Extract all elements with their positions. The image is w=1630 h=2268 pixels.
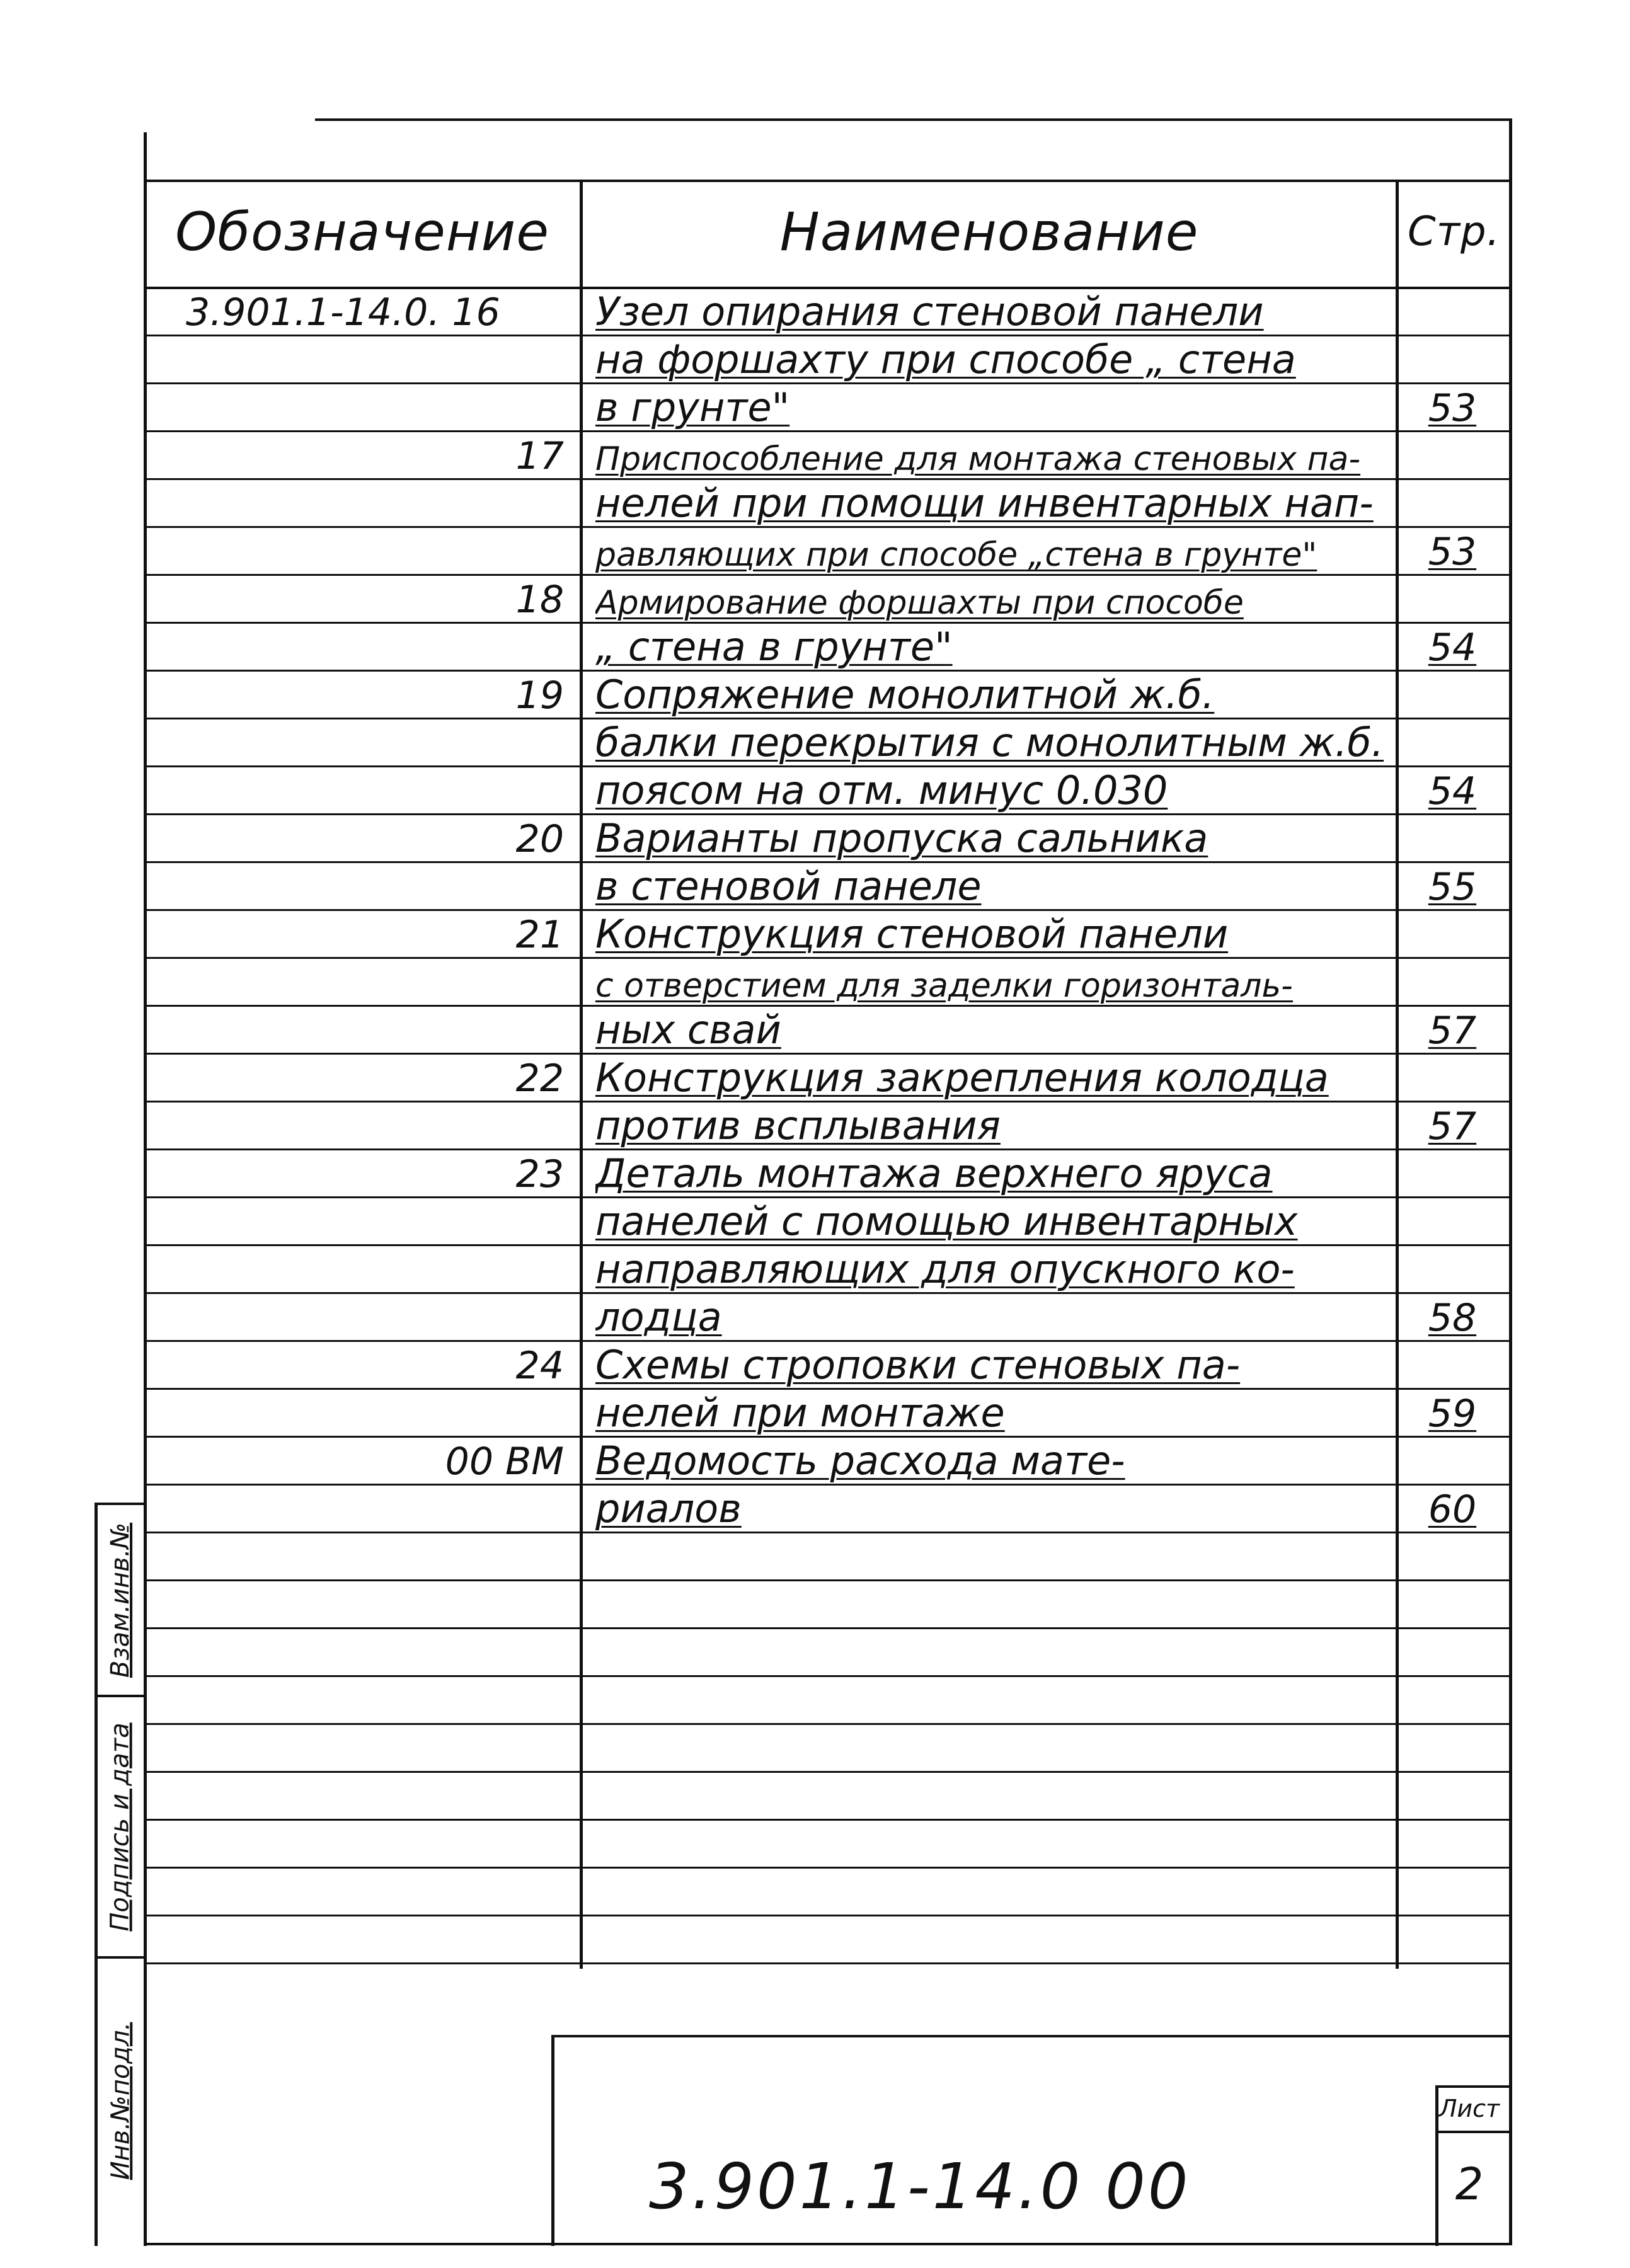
side-label-sign-date bbox=[98, 1698, 143, 1956]
side-label-inv-podl bbox=[98, 1959, 143, 2243]
table-row-line bbox=[144, 1723, 1512, 1725]
row-name: Сопряжение монолитной ж.б. bbox=[595, 672, 1215, 718]
row-page bbox=[1408, 287, 1496, 335]
row-name: Схемы строповки стеновых па- bbox=[595, 1342, 1241, 1388]
row-code: 21 bbox=[515, 913, 564, 957]
table-row-line bbox=[144, 1771, 1512, 1773]
side-label-inv-vzam bbox=[98, 1506, 143, 1695]
row-name: ных свай bbox=[595, 1007, 781, 1053]
table-row-line bbox=[144, 1627, 1512, 1629]
row-code: 20 bbox=[515, 817, 564, 861]
row-page: 59 bbox=[1428, 1392, 1477, 1436]
row-name: Деталь монтажа верхнего яруса bbox=[595, 1150, 1273, 1196]
row-page: 55 bbox=[1428, 865, 1477, 909]
table-row-line bbox=[144, 1675, 1512, 1677]
row-page: 53 bbox=[1428, 386, 1477, 430]
row-code: 18 bbox=[515, 578, 564, 622]
row-name: лодца bbox=[595, 1294, 722, 1340]
row-name: Армирование форшахты при способе bbox=[595, 584, 1244, 622]
row-name: панелей с помощью инвентарных bbox=[595, 1198, 1298, 1244]
row-name: риалов bbox=[595, 1486, 742, 1532]
table-row-line bbox=[144, 1962, 1512, 1964]
row-name: в грунте" bbox=[595, 384, 790, 430]
document-code: 3.901.1-14.0 00 bbox=[649, 2149, 1191, 2223]
row-name: равляющих при способе „стена в грунте" bbox=[595, 536, 1317, 574]
row-page: 60 bbox=[1428, 1487, 1477, 1532]
side-strip-divider-1 bbox=[95, 1695, 145, 1697]
row-code: 00 ВМ bbox=[445, 1440, 564, 1484]
row-page: 58 bbox=[1428, 1296, 1477, 1340]
column-divider-1 bbox=[580, 180, 583, 1969]
side-label-text: Инв.№подл. bbox=[106, 2022, 135, 2180]
column-header-designation: Обозначение bbox=[175, 200, 549, 263]
table-row-line bbox=[144, 1579, 1512, 1581]
row-name: на форшахту при способе „ стена bbox=[595, 336, 1296, 382]
side-strip-divider-2 bbox=[95, 1956, 145, 1959]
table-row-line bbox=[144, 1867, 1512, 1869]
row-page: 53 bbox=[1428, 530, 1477, 574]
row-name: Узел опирания стеновой панели bbox=[595, 289, 1264, 335]
row-code: 24 bbox=[515, 1344, 564, 1388]
side-strip-top-line bbox=[95, 1503, 145, 1505]
row-name: Конструкция стеновой панели bbox=[595, 911, 1229, 957]
row-code: 23 bbox=[515, 1152, 564, 1196]
row-name: Ведомость расхода мате- bbox=[595, 1438, 1125, 1484]
table-row-line bbox=[144, 1819, 1512, 1821]
row-code: 19 bbox=[515, 673, 564, 718]
row-page: 54 bbox=[1428, 769, 1477, 813]
row-name: „ стена в грунте" bbox=[595, 624, 953, 670]
table-row-line bbox=[144, 1915, 1512, 1916]
row-name: нелей при помощи инвентарных нап- bbox=[595, 480, 1374, 526]
sheet-label: Лист bbox=[1438, 2095, 1500, 2122]
row-name: балки перекрытия с монолитным ж.б. bbox=[595, 719, 1384, 765]
table-row-line bbox=[144, 1532, 1512, 1533]
row-code: 17 bbox=[515, 434, 564, 478]
side-label-text: Взам.инв.№ bbox=[106, 1522, 135, 1678]
row-page: 54 bbox=[1428, 626, 1477, 670]
row-name: Конструкция закрепления колодца bbox=[595, 1055, 1329, 1101]
row-name: Приспособление для монтажа стеновых па- bbox=[595, 440, 1361, 478]
row-name: направляющих для опускного ко- bbox=[595, 1246, 1295, 1292]
frame-top-line bbox=[315, 118, 1512, 121]
row-name: Варианты пропуска сальника bbox=[595, 815, 1208, 861]
row-code: 22 bbox=[515, 1057, 564, 1101]
column-header-page: Стр. bbox=[1408, 208, 1500, 255]
sheet-number: 2 bbox=[1455, 2158, 1484, 2210]
row-page: 57 bbox=[1428, 1009, 1477, 1053]
row-page: 57 bbox=[1428, 1104, 1477, 1148]
side-label-text: Подпись и дата bbox=[106, 1722, 135, 1932]
title-block-top-line bbox=[551, 2035, 1512, 2037]
row-name: против всплывания bbox=[595, 1102, 1001, 1148]
column-header-name: Наименование bbox=[779, 200, 1199, 263]
frame-right-line bbox=[1509, 118, 1512, 2245]
row-name: нелей при монтаже bbox=[595, 1390, 1005, 1436]
frame-left-line bbox=[144, 132, 147, 2246]
row-name: поясом на отм. минус 0.030 bbox=[595, 767, 1168, 813]
row-name: в стеновой панеле bbox=[595, 863, 982, 909]
row-name: с отверстием для заделки горизонталь- bbox=[595, 967, 1293, 1005]
row-code: 3.901.1-14.0. 16 bbox=[186, 290, 500, 335]
